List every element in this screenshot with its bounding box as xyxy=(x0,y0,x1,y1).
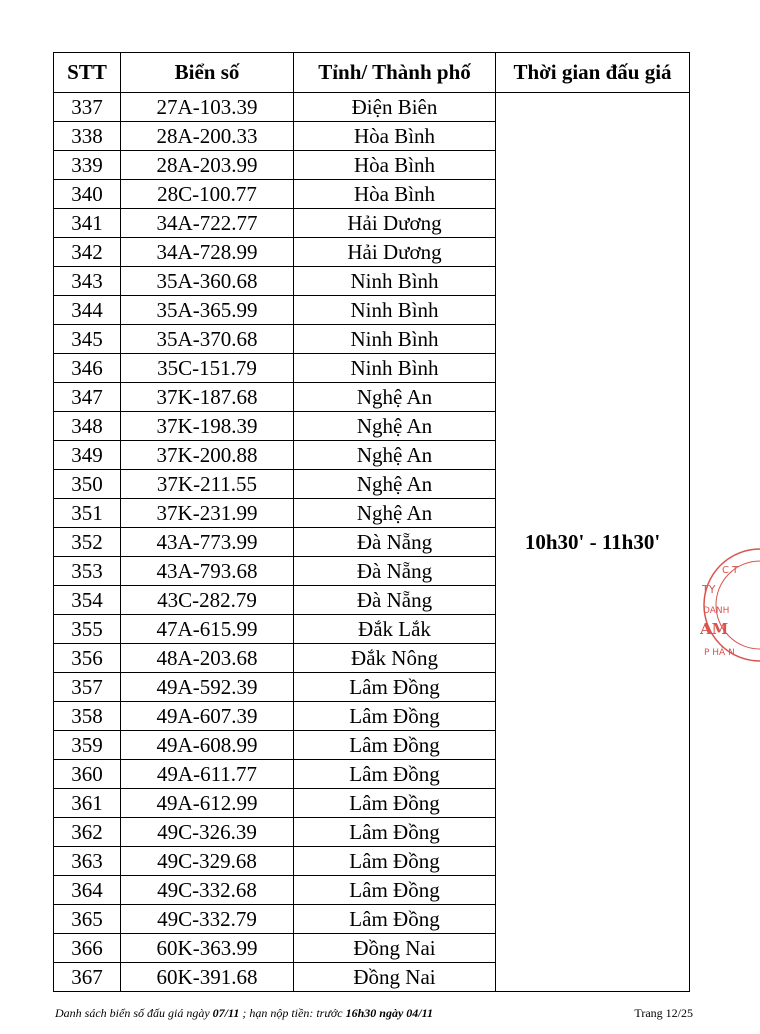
cell-plate: 49A-611.77 xyxy=(121,760,294,789)
cell-province: Ninh Bình xyxy=(294,325,496,354)
cell-plate: 37K-231.99 xyxy=(121,499,294,528)
cell-stt: 343 xyxy=(54,267,121,296)
cell-stt: 352 xyxy=(54,528,121,557)
plate-auction-table xyxy=(53,52,690,992)
cell-plate: 34A-728.99 xyxy=(121,238,294,267)
cell-stt: 342 xyxy=(54,238,121,267)
cell-stt: 348 xyxy=(54,412,121,441)
cell-province: Lâm Đồng xyxy=(294,702,496,731)
cell-plate: 43A-793.68 xyxy=(121,557,294,586)
cell-plate: 60K-391.68 xyxy=(121,963,294,992)
cell-stt: 354 xyxy=(54,586,121,615)
table-row xyxy=(54,93,690,122)
cell-province: Ninh Bình xyxy=(294,354,496,383)
cell-plate: 35C-151.79 xyxy=(121,354,294,383)
cell-plate: 27A-103.39 xyxy=(121,93,294,122)
footer-note xyxy=(55,1006,433,1021)
cell-plate: 47A-615.99 xyxy=(121,615,294,644)
cell-stt: 362 xyxy=(54,818,121,847)
cell-province: Đà Nẵng xyxy=(294,557,496,586)
cell-stt: 364 xyxy=(54,876,121,905)
cell-province: Đồng Nai xyxy=(294,934,496,963)
company-seal-stamp xyxy=(700,545,760,665)
table-header-row xyxy=(54,53,690,93)
cell-province: Hòa Bình xyxy=(294,151,496,180)
cell-province: Lâm Đồng xyxy=(294,818,496,847)
seal-text-4: AM xyxy=(700,620,729,638)
header-plate: Biển số xyxy=(121,53,294,93)
cell-stt: 360 xyxy=(54,760,121,789)
cell-province: Nghệ An xyxy=(294,412,496,441)
cell-province: Ninh Bình xyxy=(294,296,496,325)
cell-stt: 353 xyxy=(54,557,121,586)
cell-province: Lâm Đồng xyxy=(294,789,496,818)
cell-province: Hòa Bình xyxy=(294,122,496,151)
cell-auction-time: 10h30' - 11h30' xyxy=(496,93,690,992)
cell-province: Hải Dương xyxy=(294,209,496,238)
cell-plate: 28C-100.77 xyxy=(121,180,294,209)
cell-province: Lâm Đồng xyxy=(294,876,496,905)
cell-plate: 49A-612.99 xyxy=(121,789,294,818)
cell-stt: 344 xyxy=(54,296,121,325)
cell-plate: 35A-370.68 xyxy=(121,325,294,354)
header-auction-time: Thời gian đấu giá xyxy=(496,53,690,93)
cell-plate: 49C-332.68 xyxy=(121,876,294,905)
cell-province: Đắk Lắk xyxy=(294,615,496,644)
cell-province: Lâm Đồng xyxy=(294,760,496,789)
cell-stt: 349 xyxy=(54,441,121,470)
header-stt: STT xyxy=(54,53,121,93)
cell-plate: 49A-607.39 xyxy=(121,702,294,731)
cell-stt: 365 xyxy=(54,905,121,934)
cell-stt: 361 xyxy=(54,789,121,818)
cell-stt: 346 xyxy=(54,354,121,383)
cell-province: Nghệ An xyxy=(294,383,496,412)
seal-text-3: DANH xyxy=(703,606,730,616)
cell-plate: 35A-360.68 xyxy=(121,267,294,296)
page-number: Trang 12/25 xyxy=(634,1006,693,1020)
cell-stt: 350 xyxy=(54,470,121,499)
cell-plate: 34A-722.77 xyxy=(121,209,294,238)
cell-stt: 366 xyxy=(54,934,121,963)
cell-province: Đà Nẵng xyxy=(294,528,496,557)
cell-province: Đà Nẵng xyxy=(294,586,496,615)
footer-note-prefix: Danh sách biển số đấu giá ngày xyxy=(55,1006,213,1020)
cell-stt: 359 xyxy=(54,731,121,760)
cell-province: Lâm Đồng xyxy=(294,731,496,760)
cell-plate: 28A-203.99 xyxy=(121,151,294,180)
cell-province: Nghệ An xyxy=(294,499,496,528)
cell-province: Nghệ An xyxy=(294,470,496,499)
cell-province: Hải Dương xyxy=(294,238,496,267)
cell-plate: 49A-608.99 xyxy=(121,731,294,760)
cell-stt: 355 xyxy=(54,615,121,644)
cell-stt: 351 xyxy=(54,499,121,528)
cell-plate: 60K-363.99 xyxy=(121,934,294,963)
cell-stt: 367 xyxy=(54,963,121,992)
cell-stt: 347 xyxy=(54,383,121,412)
cell-stt: 339 xyxy=(54,151,121,180)
cell-stt: 341 xyxy=(54,209,121,238)
cell-stt: 363 xyxy=(54,847,121,876)
cell-stt: 338 xyxy=(54,122,121,151)
cell-plate: 43C-282.79 xyxy=(121,586,294,615)
cell-plate: 37K-187.68 xyxy=(121,383,294,412)
footer-deadline: 16h30 ngày 04/11 xyxy=(345,1006,433,1020)
cell-stt: 337 xyxy=(54,93,121,122)
cell-plate: 49C-329.68 xyxy=(121,847,294,876)
cell-province: Điện Biên xyxy=(294,93,496,122)
footer-note-middle: ; hạn nộp tiền: trước xyxy=(239,1006,346,1020)
cell-stt: 358 xyxy=(54,702,121,731)
cell-province: Đồng Nai xyxy=(294,963,496,992)
cell-plate: 48A-203.68 xyxy=(121,644,294,673)
cell-plate: 49A-592.39 xyxy=(121,673,294,702)
table-body xyxy=(54,93,690,992)
cell-province: Nghệ An xyxy=(294,441,496,470)
seal-text-5: P HÀ N xyxy=(704,648,735,658)
cell-plate: 43A-773.99 xyxy=(121,528,294,557)
footer-auction-date: 07/11 xyxy=(212,1006,240,1020)
cell-province: Lâm Đồng xyxy=(294,673,496,702)
seal-text-2: TY xyxy=(702,583,716,596)
seal-text-1: C.T xyxy=(722,565,739,576)
cell-province: Hòa Bình xyxy=(294,180,496,209)
cell-stt: 357 xyxy=(54,673,121,702)
cell-plate: 49C-332.79 xyxy=(121,905,294,934)
cell-province: Lâm Đồng xyxy=(294,905,496,934)
cell-stt: 356 xyxy=(54,644,121,673)
header-province: Tỉnh/ Thành phố xyxy=(294,53,496,93)
cell-province: Đắk Nông xyxy=(294,644,496,673)
cell-province: Ninh Bình xyxy=(294,267,496,296)
cell-province: Lâm Đồng xyxy=(294,847,496,876)
cell-stt: 340 xyxy=(54,180,121,209)
cell-plate: 37K-211.55 xyxy=(121,470,294,499)
cell-plate: 49C-326.39 xyxy=(121,818,294,847)
cell-stt: 345 xyxy=(54,325,121,354)
cell-plate: 35A-365.99 xyxy=(121,296,294,325)
cell-plate: 28A-200.33 xyxy=(121,122,294,151)
cell-plate: 37K-200.88 xyxy=(121,441,294,470)
cell-plate: 37K-198.39 xyxy=(121,412,294,441)
